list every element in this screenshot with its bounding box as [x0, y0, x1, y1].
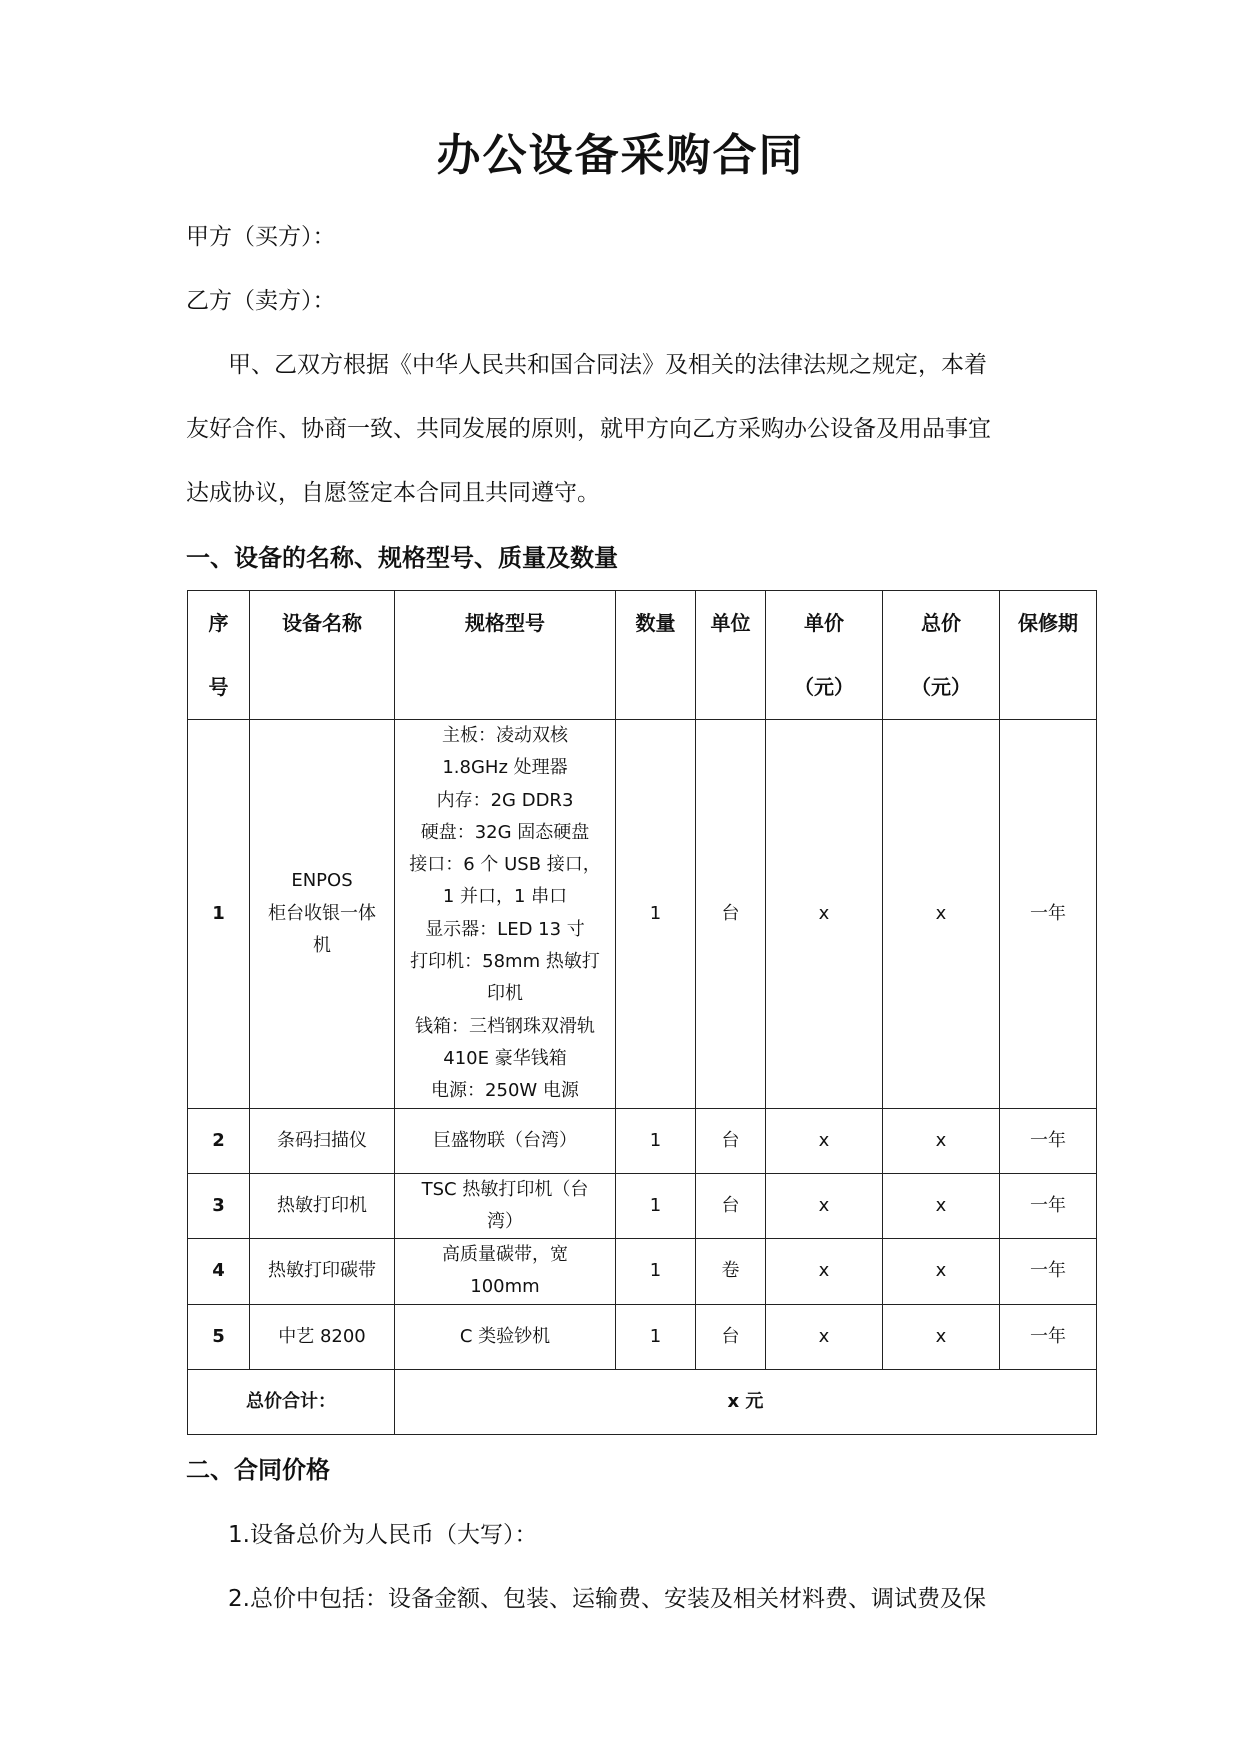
- row-5-qty: 1: [616, 1304, 696, 1369]
- row-2-warranty: 一年: [1000, 1108, 1097, 1173]
- row-1-spec-line-1: 主板：凌动双核: [442, 725, 568, 746]
- row-1-spec-line-2: 1.8GHz 处理器: [442, 757, 568, 779]
- total-label: 总价合计：: [188, 1369, 395, 1434]
- header-qty-text: 数量: [635, 611, 676, 635]
- row-3-unit-price: x: [766, 1173, 883, 1239]
- header-unit-price-line-2: （元）: [794, 675, 854, 699]
- document-title: 办公设备采购合同: [436, 130, 805, 181]
- row-3-index: 3: [188, 1173, 250, 1239]
- party-a-line: 甲方（买方）：: [186, 224, 336, 250]
- header-total-price-line-2: （元）: [911, 675, 971, 699]
- row-2-index: 2: [188, 1108, 250, 1173]
- row-1-name-line-1: ENPOS: [291, 870, 353, 892]
- total-value: x 元: [395, 1369, 1097, 1434]
- row-1-total-price: x: [883, 720, 1000, 1109]
- table-row: [188, 1239, 1097, 1305]
- header-name-text: 设备名称: [282, 611, 362, 635]
- header-index-line-1: 序: [208, 611, 229, 635]
- row-3-qty: 1: [616, 1173, 696, 1239]
- header-unit-price-line-1: 单价: [804, 611, 844, 635]
- header-unit-text: 单位: [710, 611, 751, 635]
- row-3-warranty: 一年: [1000, 1173, 1097, 1239]
- header-qty: [616, 591, 696, 720]
- header-name: [250, 591, 395, 720]
- intro-line-3: 达成协议，自愿签定本合同且共同遵守。: [186, 480, 600, 506]
- row-1-spec: [395, 720, 616, 1109]
- row-4-total-price: x: [883, 1239, 1000, 1305]
- section-2-heading: 二、合同价格: [186, 1456, 330, 1484]
- row-2-name: 条码扫描仪: [250, 1108, 395, 1173]
- table-row: [188, 720, 1097, 1109]
- section-2-item-1: 1.设备总价为人民币（大写）：: [228, 1522, 538, 1548]
- row-4-spec-line-1: 高质量碳带，宽: [442, 1244, 568, 1266]
- row-5-name: 中艺 8200: [250, 1304, 395, 1369]
- table-header-row: [188, 591, 1097, 720]
- table-row: [188, 1304, 1097, 1369]
- row-1-spec-line-11: 410E 豪华钱箱: [443, 1047, 567, 1069]
- row-3-name: 热敏打印机: [250, 1173, 395, 1239]
- row-1-index: 1: [188, 720, 250, 1109]
- row-5-spec: C 类验钞机: [395, 1304, 616, 1369]
- row-3-total-price: x: [883, 1173, 1000, 1239]
- header-index-line-2: 号: [208, 675, 229, 699]
- row-4-spec-line-2: 100mm: [470, 1276, 540, 1298]
- row-4-qty: 1: [616, 1239, 696, 1305]
- section-1-heading: 一、设备的名称、规格型号、质量及数量: [186, 544, 618, 572]
- row-4-unit-price: x: [766, 1239, 883, 1305]
- header-total-price-line-1: 总价: [921, 611, 961, 635]
- row-5-total-price: x: [883, 1304, 1000, 1369]
- row-5-index: 5: [188, 1304, 250, 1369]
- row-1-spec-line-6: 1 并口，1 串口: [442, 886, 568, 908]
- header-total-price: [883, 591, 1000, 720]
- row-2-unit: 台: [696, 1108, 766, 1173]
- row-5-unit-price: x: [766, 1304, 883, 1369]
- row-1-unit: 台: [696, 720, 766, 1109]
- row-1-name-line-3: 机: [313, 934, 331, 956]
- row-2-total-price: x: [883, 1108, 1000, 1173]
- row-1-spec-line-5: 接口：6 个 USB 接口，: [409, 854, 601, 876]
- row-5-warranty: 一年: [1000, 1304, 1097, 1369]
- row-5-unit: 台: [696, 1304, 766, 1369]
- row-1-spec-line-10: 钱箱：三档钢珠双滑轨: [415, 1015, 595, 1037]
- row-1-qty: 1: [616, 720, 696, 1109]
- row-4-spec: [395, 1239, 616, 1305]
- header-warranty-text: 保修期: [1018, 611, 1078, 635]
- table-row: [188, 1108, 1097, 1173]
- row-1-spec-line-3: 内存：2G DDR3: [436, 789, 574, 811]
- section-2-item-2: 2.总价中包括：设备金额、包装、运输费、安装及相关材料费、调试费及保: [228, 1586, 986, 1612]
- row-4-name: 热敏打印碳带: [250, 1239, 395, 1305]
- row-3-spec-line-1: TSC 热敏打印机（台: [421, 1178, 589, 1200]
- header-unit-price: [766, 591, 883, 720]
- row-3-unit: 台: [696, 1173, 766, 1239]
- equipment-table: [187, 590, 1097, 1435]
- header-index: [188, 591, 250, 720]
- intro-line-2: 友好合作、协商一致、共同发展的原则，就甲方向乙方采购办公设备及用品事宜: [186, 416, 991, 442]
- row-4-index: 4: [188, 1239, 250, 1305]
- table-total-row: [188, 1369, 1097, 1434]
- row-1-name-line-2: 柜台收银一体: [268, 902, 376, 924]
- row-2-unit-price: x: [766, 1108, 883, 1173]
- row-3-spec: [395, 1173, 616, 1239]
- header-spec-text: 规格型号: [465, 611, 545, 635]
- row-1-spec-line-7: 显示器：LED 13 寸: [425, 918, 585, 940]
- row-3-spec-line-2: 湾）: [487, 1210, 523, 1232]
- party-b-line: 乙方（卖方）：: [186, 288, 336, 314]
- header-spec: [395, 591, 616, 720]
- intro-line-1: 甲、乙双方根据《中华人民共和国合同法》及相关的法律法规之规定，本着: [228, 352, 987, 378]
- row-1-spec-line-8: 打印机：58mm 热敏打: [410, 951, 600, 973]
- row-1-unit-price: x: [766, 720, 883, 1109]
- row-2-spec: 巨盛物联（台湾）: [395, 1108, 616, 1173]
- header-warranty: [1000, 591, 1097, 720]
- row-1-spec-line-12: 电源：250W 电源: [431, 1080, 579, 1102]
- row-2-qty: 1: [616, 1108, 696, 1173]
- row-1-name: [250, 720, 395, 1109]
- row-1-spec-line-9: 印机: [487, 983, 523, 1005]
- row-1-warranty: 一年: [1000, 720, 1097, 1109]
- row-4-warranty: 一年: [1000, 1239, 1097, 1305]
- row-4-unit: 卷: [696, 1239, 766, 1305]
- header-unit: [696, 591, 766, 720]
- table-row: [188, 1173, 1097, 1239]
- row-1-spec-line-4: 硬盘：32G 固态硬盘: [420, 821, 590, 843]
